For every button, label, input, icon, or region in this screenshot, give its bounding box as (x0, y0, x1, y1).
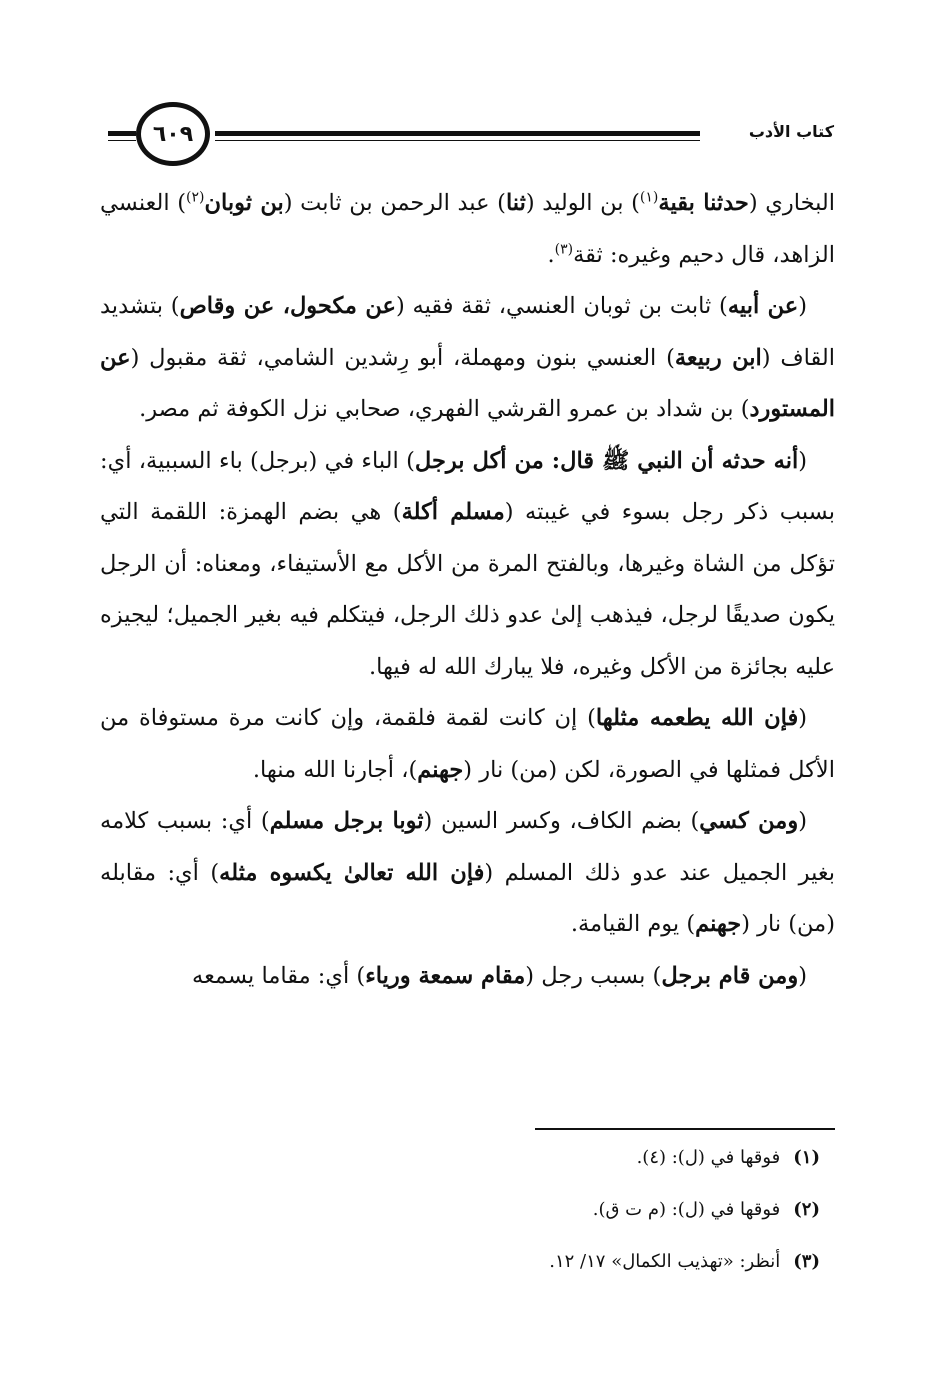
footnote-ref: (٢) (186, 189, 205, 206)
text-run: ) أي: مقابله (من) نار ( (100, 859, 835, 937)
paragraph (100, 281, 835, 436)
bold-text: عن المستورد (100, 344, 835, 422)
footnote-2 (300, 1192, 820, 1244)
text-run: ) ثابت بن ثوبان العنسي، ثقة فقيه ( (395, 293, 728, 319)
header-rule-left-thin (108, 140, 136, 141)
bold-text: حدثنا بقية (658, 190, 749, 216)
bold-text: عن أبيه (727, 293, 799, 319)
page-header (0, 0, 941, 175)
running-title: كتاب الأدب (700, 122, 838, 141)
bold-text: فإن الله يطعمه مثلها (595, 705, 799, 731)
footnote-text: أنظر: «تهذيب الكمال» ١٧/ ١٢. (549, 1251, 781, 1272)
text-run: ) بن الوليد ( (525, 190, 640, 216)
footnote-number: (٢) (793, 1199, 820, 1220)
bold-text: ابن ربيعة (674, 344, 762, 371)
text-run: ) أي: بسبب كلامه بغير الجميل عند عدو ذلك المسلم ( (100, 808, 835, 886)
text-run: ) هي بضم الهمزة: اللقمة التي تؤكل من الشاة وغيرها، وبالفتح المرة من الأكل مع الأستيفاء، ومعناه: أن الرجل يكون صديقًا لرجل، فيذهب إلىٰ عدو ذلك الرجل، فيتكلم فيه بغير الجميل؛ ليجيزه عليه بجائزة من الأكل وغيره، فلا يبارك الله له فيها. (100, 499, 835, 680)
bold-text: ثنا (505, 190, 526, 216)
text-run: ) بسبب رجل ( (525, 962, 662, 989)
text-run: ) إن كانت لقمة فلقمة، وإن كانت مرة مستوفاة من الأكل فمثلها في الصورة، لكن (من) نار ( (100, 705, 835, 783)
text-run: ( (798, 705, 807, 731)
paragraph (100, 436, 835, 694)
paragraph (100, 951, 835, 1003)
bold-text: مقام سمعة ورياء (365, 962, 526, 989)
bold-text: فإن الله تعالىٰ يكسوه مثله (219, 859, 485, 886)
bold-text: عن مكحول، عن وقاص (179, 293, 396, 319)
footnote-text: فوقها في (ل): (٤). (636, 1147, 781, 1168)
text-run: ) بتشديد القاف ( (100, 293, 835, 371)
bold-text: جهنم (417, 756, 464, 783)
text-run: البخاري ( (748, 190, 836, 216)
bold-text: ثوبا برجل مسلم (269, 808, 424, 834)
text-run: ( (798, 808, 808, 834)
page-number: ٦٠٩ (136, 102, 210, 166)
paragraph (100, 693, 835, 796)
text-run: ( (798, 962, 807, 989)
footnote-text: فوقها في (ل): (م ت ق). (592, 1199, 781, 1220)
text-run: ( (798, 447, 807, 474)
footnote-separator (535, 1128, 835, 1130)
footnote-number: (١) (793, 1147, 820, 1168)
bold-text: بن ثوبان (204, 190, 284, 216)
text-run: )، أجارنا الله منها. (252, 756, 418, 783)
bold-text: مسلم أكلة (401, 499, 505, 525)
bold-text: جهنم (695, 911, 742, 937)
footnote-number: (٣) (793, 1251, 820, 1272)
header-rule-left (108, 131, 136, 136)
text-run: ) بضم الكاف، وكسر السين ( (423, 808, 700, 834)
bold-text: أنه حدثه أن النبي ﷺ قال: من أكل برجل (414, 447, 799, 474)
footnote-1 (300, 1140, 820, 1192)
text-run: ) العنسي الزاهد، قال دحيم وغيره: ثقة (100, 190, 835, 268)
footnote-ref: (٣) (554, 241, 574, 257)
text-run: . (547, 241, 555, 268)
text-run: ) العنسي بنون ومهملة، أبو رِشدين الشامي، ثقة مقبول ( (130, 344, 675, 371)
footnote-3 (300, 1244, 820, 1296)
text-run: ) الباء في (برجل) باء السببية، أي: بسبب ذكر رجل بسوء في غيبته ( (100, 447, 835, 525)
bold-text: ومن قام برجل (661, 962, 799, 989)
text-run: ) يوم القيامة. (570, 911, 696, 937)
bold-text: ومن كسي (699, 808, 799, 834)
footnote-ref: (١) (639, 189, 659, 206)
text-run: ) عبد الرحمن بن ثابت ( (283, 190, 506, 216)
paragraph (100, 796, 835, 951)
text-run: ) بن شداد بن عمرو القرشي الفهري، صحابي نزل الكوفة ثم مصر. (139, 396, 750, 422)
paragraph (100, 178, 835, 281)
text-run: ( (798, 293, 807, 319)
footnotes (300, 1140, 820, 1296)
text-run: ) أي: مقاما يسمعه (192, 962, 366, 989)
main-text (100, 178, 835, 1002)
